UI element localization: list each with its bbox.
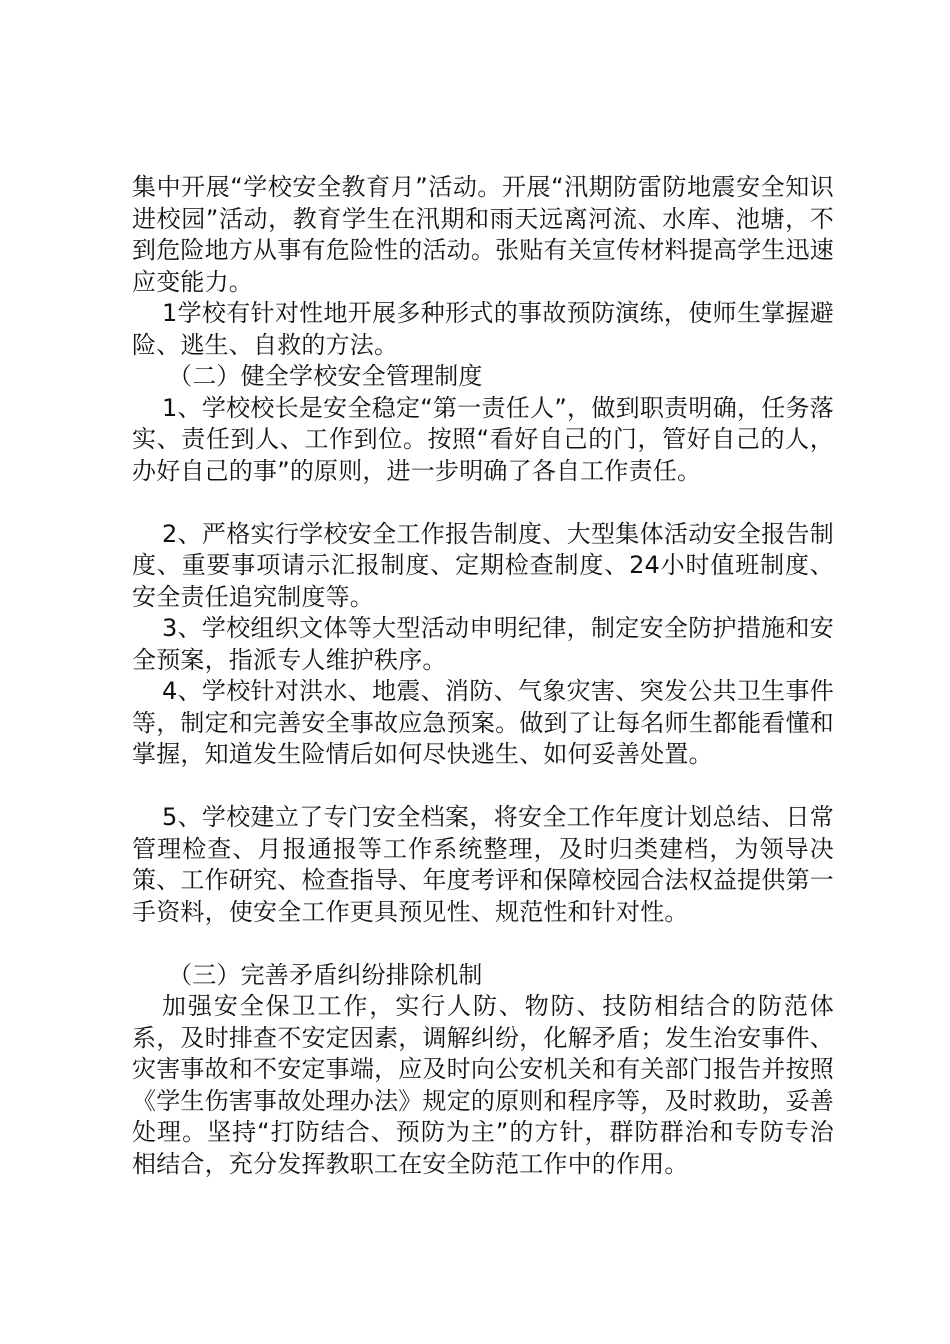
paragraph-item-1: 1、学校校长是安全稳定“第一责任人”，做到职责明确，任务落实、责任到人、工作到位。按照“看好自己的门，管好自己的人，办好自己的事”的原则，进一步明确了各自工作责任。 [132,393,834,485]
blank-line [132,771,834,803]
paragraph-item-4: 4、学校针对洪水、地震、消防、气象灾害、突发公共卫生事件等，制定和完善安全事故应急预案。做到了让每名师生都能看懂和掌握，知道发生险情后如何尽快逃生、如何妥善处置。 [132,677,834,768]
blank-line [132,928,834,960]
blank-line [132,487,834,519]
paragraph-drill: 1学校有针对性地开展多种形式的事故预防演练，使师生掌握避险、逃生、自救的方法。 [132,299,834,359]
paragraph-item-3: 3、学校组织文体等大型活动申明纪律，制定安全防护措施和安全预案，指派专人维护秩序。 [132,614,834,674]
document-page [132,172,834,1180]
paragraph-item-5: 5、学校建立了专门安全档案，将安全工作年度计划总结、日常管理检查、月报通报等工作系统整理，及时归类建档，为领导决策、工作研究、检查指导、年度考评和保障校园合法权益提供第一手资料，使安全工作更具预见性、规范性和针对性。 [132,803,834,926]
paragraph-intro: 集中开展“学校安全教育月”活动。开展“汛期防雷防地震安全知识进校园”活动，教育学生在汛期和雨天远离河流、水库、池塘，不到危险地方从事有危险性的活动。张贴有关宣传材料提高学生迅速应变能力。 [132,173,834,296]
section-heading-3: （三）完善矛盾纠纷排除机制 [168,960,483,989]
paragraph-security: 加强安全保卫工作，实行人防、物防、技防相结合的防范体系，及时排查不安定因素，调解纠纷，化解矛盾；发生治安事件、灾害事故和不安定事端，应及时向公安机关和有关部门报告并按照《学生伤害事故处理办法》规定的原则和程序等，及时救助，妥善处理。坚持“打防结合、预防为主”的方针，群防群治和专防专治相结合，充分发挥教职工在安全防范工作中的作用。 [132,992,834,1178]
paragraph-item-2: 2、严格实行学校安全工作报告制度、大型集体活动安全报告制度、重要事项请示汇报制度、定期检查制度、24小时值班制度、安全责任追究制度等。 [132,519,834,611]
section-heading-2: （二）健全学校安全管理制度 [168,362,483,390]
